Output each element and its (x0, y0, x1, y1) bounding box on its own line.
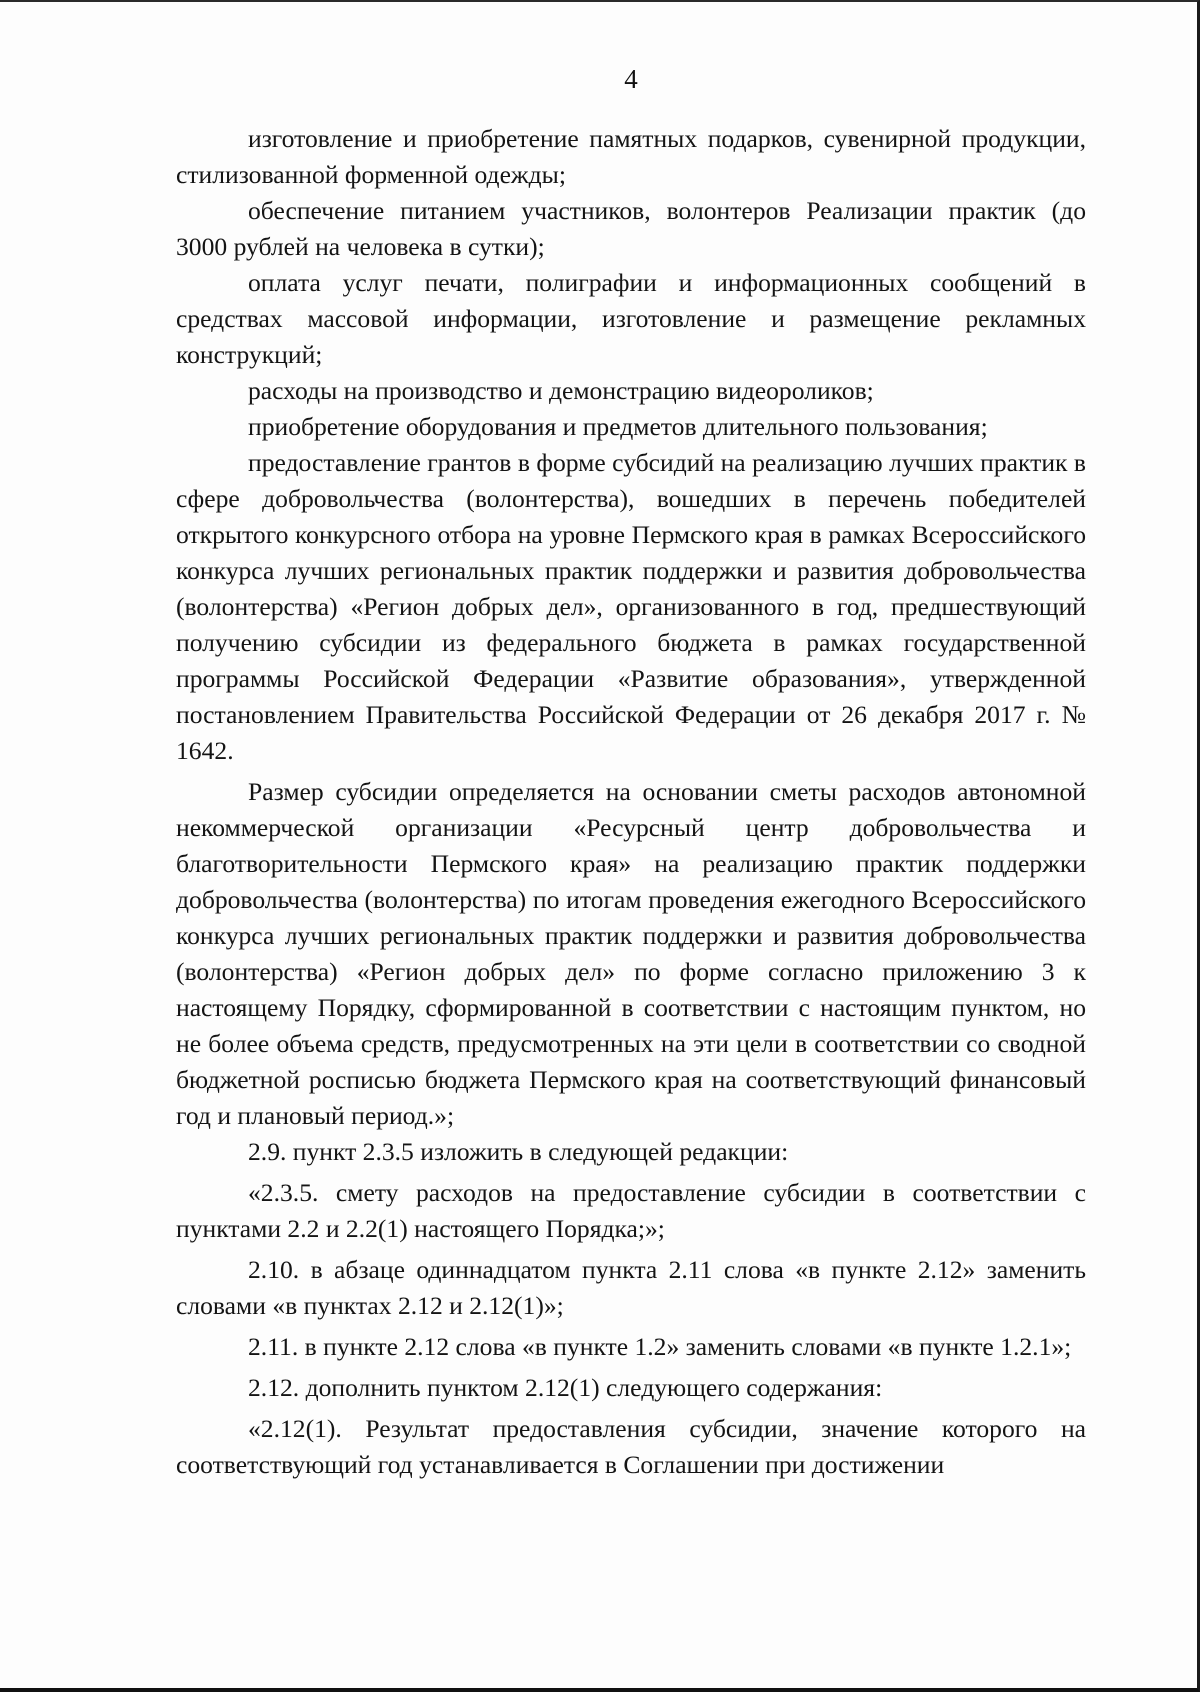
paragraph-grants: предоставление грантов в форме субсидий на реализацию лучших практик в сфере добровольчества (волонтерства), вошедших в перечень победителей открытого конкурсного отбора на уровне Пермского края в рамках Всероссийского конкурса лучших региональных практик поддержки и развития добровольчества (волонтерства) «Регион добрых дел», организованного в год, предшествующий получению субсидии из федерального бюджета в рамках государственной программы Российской Федерации «Развитие образования», утвержденной постановлением Правительства Российской Федерации от 26 декабря 2017 г. № 1642. (176, 448, 1086, 765)
paragraph-item-2-10: 2.10. в абзаце одиннадцатом пункта 2.11 слова «в пункте 2.12» заменить словами «в пунктах 2.12 и 2.12(1)»; (176, 1255, 1086, 1320)
page-number: 4 (624, 64, 638, 94)
document-body (176, 121, 1086, 1483)
paragraph-videos: расходы на производство и демонстрацию видеороликов; (248, 376, 874, 405)
paragraph-item-2-11: 2.11. в пункте 2.12 слова «в пункте 1.2» заменить словами «в пункте 1.2.1»; (248, 1332, 1072, 1361)
paragraph-item-2-12-1: «2.12(1). Результат предоставления субсидии, значение которого на соответствующий год устанавливается в Соглашении при достижении (176, 1414, 1086, 1479)
paragraph-item-2-12: 2.12. дополнить пунктом 2.12(1) следующего содержания: (248, 1373, 883, 1402)
paragraph-printing: оплата услуг печати, полиграфии и информационных сообщений в средствах массовой информации, изготовление и размещение рекламных конструкций; (176, 268, 1086, 369)
paragraph-equipment: приобретение оборудования и предметов длительного пользования; (248, 412, 988, 441)
paragraph-item-2-9: 2.9. пункт 2.3.5 изложить в следующей редакции: (248, 1137, 789, 1166)
paragraph-souvenirs: изготовление и приобретение памятных подарков, сувенирной продукции, стилизованной форменной одежды; (176, 124, 1086, 189)
paragraph-subsidy-amount: Размер субсидии определяется на основании сметы расходов автономной некоммерческой организации «Ресурсный центр добровольчества и благотворительности Пермского края» на реализацию практик поддержки добровольчества (волонтерства) по итогам проведения ежегодного Всероссийского конкурса лучших региональных практик поддержки и развития добровольчества (волонтерства) «Регион добрых дел» по форме согласно приложению 3 к настоящему Порядку, сформированной в соответствии с настоящим пунктом, но не более объема средств, предусмотренных на эти цели в соответствии со сводной бюджетной росписью бюджета Пермского края на соответствующий финансовый год и плановый период.»; (176, 777, 1086, 1130)
paragraph-item-2-3-5: «2.3.5. смету расходов на предоставление субсидии в соответствии с пунктами 2.2 и 2.2(1) настоящего Порядка;»; (176, 1178, 1086, 1243)
paragraph-catering: обеспечение питанием участников, волонтеров Реализации практик (до 3000 рублей на человека в сутки); (176, 196, 1086, 261)
